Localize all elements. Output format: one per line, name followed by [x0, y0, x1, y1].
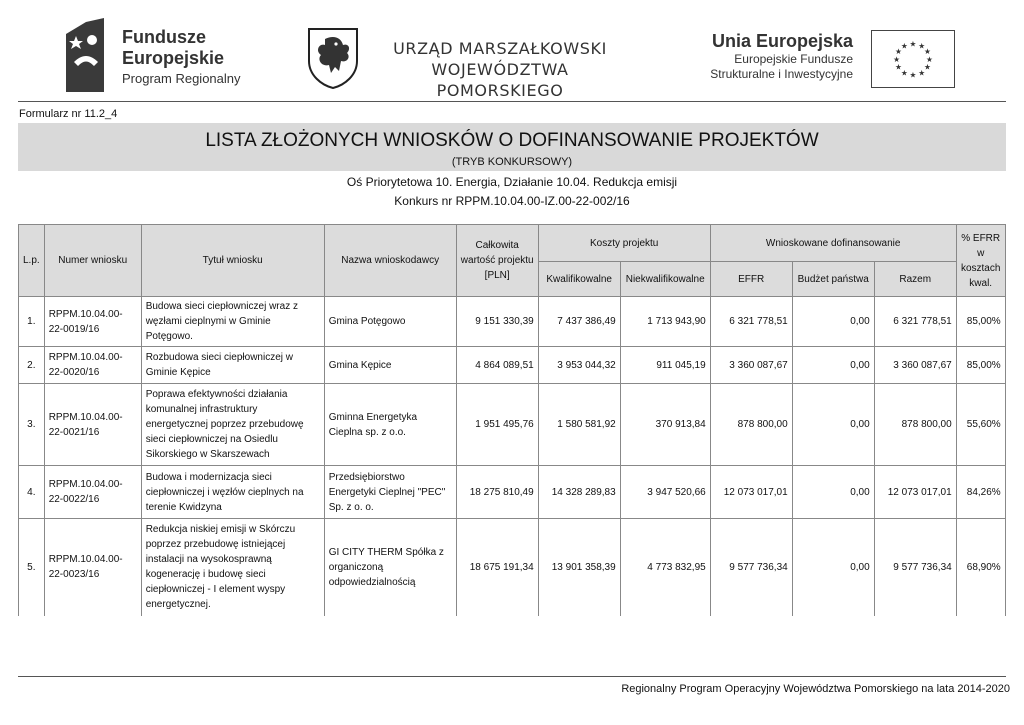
col-applicant: Nazwa wnioskodawcy	[324, 225, 456, 297]
cell-ineligible: 3 947 520,66	[620, 466, 710, 519]
col-group-costs: Koszty projektu	[538, 225, 710, 262]
ue-sub2: Strukturalne i Inwestycyjne	[710, 67, 853, 81]
svg-text:★: ★	[900, 41, 908, 51]
cell-total-funding: 3 360 087,67	[874, 347, 956, 384]
cell-applicant: Gmina Potęgowo	[324, 297, 456, 347]
cell-applicant: Gmina Kępice	[324, 347, 456, 384]
cell-total-funding: 6 321 778,51	[874, 297, 956, 347]
svg-text:★: ★	[895, 62, 902, 72]
cell-total-value: 18 275 810,49	[456, 466, 538, 519]
ue-sub1: Europejskie Fundusze	[734, 52, 853, 66]
cell-efrr: 12 073 017,01	[710, 466, 792, 519]
cell-state-budget: 0,00	[792, 466, 874, 519]
svg-text:★: ★	[909, 39, 917, 49]
cell-lp: 4.	[19, 466, 45, 519]
cell-total-value: 4 864 089,51	[456, 347, 538, 384]
col-total-funding: Razem	[874, 262, 956, 297]
cell-total-value: 9 151 330,39	[456, 297, 538, 347]
cell-efrr-pct: 84,26%	[956, 466, 1005, 519]
svg-text:★: ★	[900, 68, 908, 78]
cell-number: RPPM.10.04.00-22-0023/16	[44, 519, 141, 616]
um-line1: URZĄD MARSZAŁKOWSKI	[393, 39, 607, 58]
cell-efrr-pct: 85,00%	[956, 297, 1005, 347]
cell-efrr: 9 577 736,34	[710, 519, 792, 616]
title-band	[18, 123, 1006, 171]
header-divider	[18, 101, 1006, 102]
table-row	[19, 297, 1006, 347]
cell-total-value: 18 675 191,34	[456, 519, 538, 616]
cell-efrr-pct: 55,60%	[956, 384, 1005, 466]
european-funds-wordmark	[122, 27, 241, 87]
header-logos	[0, 0, 1024, 100]
cell-total-funding: 9 577 736,34	[874, 519, 956, 616]
cell-total-funding: 878 800,00	[874, 384, 956, 466]
col-group-funding: Wnioskowane dofinansowanie	[710, 225, 956, 262]
cell-efrr-pct: 68,90%	[956, 519, 1005, 616]
cell-efrr: 3 360 087,67	[710, 347, 792, 384]
cell-ineligible: 1 713 943,90	[620, 297, 710, 347]
col-number: Numer wniosku	[44, 225, 141, 297]
col-efrr: EFFR	[710, 262, 792, 297]
cell-title: Poprawa efektywności działania komunalnej infrastruktury energetycznej poprzez przebudowę sieci ciepłowniczej na Osiedlu Sikorskiego w Skarszewach	[141, 384, 324, 466]
table-row	[19, 519, 1006, 616]
col-efrr-pct: % EFRR w kosztach kwal.	[956, 225, 1005, 297]
cell-title: Budowa i modernizacja sieci ciepłowniczej i węzłów cieplnych na terenie Kwidzyna	[141, 466, 324, 519]
svg-text:★: ★	[924, 62, 931, 72]
table-row	[19, 466, 1006, 519]
cell-lp: 5.	[19, 519, 45, 616]
fe-line2: Europejskie	[122, 48, 225, 68]
cell-title: Rozbudowa sieci ciepłowniczej w Gminie Kępice	[141, 347, 324, 384]
svg-text:★: ★	[925, 54, 933, 64]
cell-number: RPPM.10.04.00-22-0020/16	[44, 347, 141, 384]
col-title: Tytuł wniosku	[141, 225, 324, 297]
svg-text:★: ★	[895, 47, 902, 57]
cell-number: RPPM.10.04.00-22-0022/16	[44, 466, 141, 519]
cell-lp: 1.	[19, 297, 45, 347]
svg-text:★: ★	[893, 54, 901, 64]
cell-total-funding: 12 073 017,01	[874, 466, 956, 519]
col-total-value: Całkowita wartość projektu [PLN]	[456, 225, 538, 297]
competition-number: Konkurs nr RPPM.10.04.00-IZ.00-22-002/16	[394, 194, 630, 208]
um-line2: WOJEWÓDZTWA POMORSKIEGO	[431, 60, 569, 100]
cell-state-budget: 0,00	[792, 384, 874, 466]
cell-ineligible: 370 913,84	[620, 384, 710, 466]
footer-program: Regionalny Program Operacyjny Województwa Pomorskiego na lata 2014-2020	[621, 683, 1010, 695]
fe-sub: Program Regionalny	[122, 71, 241, 86]
table-row	[19, 384, 1006, 466]
cell-applicant: Gminna Energetyka Cieplna sp. z o.o.	[324, 384, 456, 466]
pomeranian-griffin-crest-icon	[305, 27, 361, 89]
cell-applicant: GI CITY THERM Spółka z organiczoną odpowiedzialnością	[324, 519, 456, 616]
cell-ineligible: 911 045,19	[620, 347, 710, 384]
footer-divider	[18, 676, 1006, 677]
svg-text:★: ★	[918, 68, 926, 78]
cell-lp: 2.	[19, 347, 45, 384]
cell-number: RPPM.10.04.00-22-0021/16	[44, 384, 141, 466]
cell-eligible: 13 901 358,39	[538, 519, 620, 616]
eu-flag-icon	[871, 30, 955, 88]
svg-text:★: ★	[924, 47, 931, 57]
svg-text:★: ★	[918, 41, 926, 51]
col-eligible: Kwalifikowalne	[538, 262, 620, 297]
cell-ineligible: 4 773 832,95	[620, 519, 710, 616]
european-funds-logo	[64, 18, 106, 92]
cell-eligible: 14 328 289,83	[538, 466, 620, 519]
form-number: Formularz nr 11.2_4	[19, 108, 118, 120]
cell-efrr: 878 800,00	[710, 384, 792, 466]
svg-text:★: ★	[909, 70, 917, 80]
cell-state-budget: 0,00	[792, 297, 874, 347]
cell-state-budget: 0,00	[792, 347, 874, 384]
col-ineligible: Niekwalifikowalne	[620, 262, 710, 297]
fe-line1: Fundusze	[122, 27, 206, 47]
page-subtitle: (TRYB KONKURSOWY)	[451, 156, 573, 168]
col-state-budget: Budżet państwa	[792, 262, 874, 297]
page-title: LISTA ZŁOŻONYCH WNIOSKÓW O DOFINANSOWANIE PROJEKTÓW	[205, 130, 819, 151]
cell-efrr: 6 321 778,51	[710, 297, 792, 347]
cell-lp: 3.	[19, 384, 45, 466]
marshal-office-wordmark	[370, 38, 630, 101]
cell-title: Budowa sieci ciepłowniczej wraz z węzłami cieplnymi w Gminie Potęgowo.	[141, 297, 324, 347]
applications-table	[18, 224, 1006, 616]
table-row	[19, 347, 1006, 384]
cell-applicant: Przedsiębiorstwo Energetyki Cieplnej "PEC" Sp. z o. o.	[324, 466, 456, 519]
cell-title: Redukcja niskiej emisji w Skórczu poprzez przebudowę istniejącej instalacji na wysokosprawną kogenerację i budowę sieci ciepłowniczej - I element wyspy energetycznej.	[141, 519, 324, 616]
ue-title: Unia Europejska	[711, 31, 853, 51]
cell-number: RPPM.10.04.00-22-0019/16	[44, 297, 141, 347]
eu-wordmark	[660, 30, 853, 82]
cell-efrr-pct: 85,00%	[956, 347, 1005, 384]
col-lp: L.p.	[19, 225, 45, 297]
cell-eligible: 3 953 044,32	[538, 347, 620, 384]
priority-axis: Oś Priorytetowa 10. Energia, Działanie 10.04. Redukcja emisji	[346, 175, 678, 189]
cell-eligible: 1 580 581,92	[538, 384, 620, 466]
cell-total-value: 1 951 495,76	[456, 384, 538, 466]
cell-eligible: 7 437 386,49	[538, 297, 620, 347]
cell-state-budget: 0,00	[792, 519, 874, 616]
